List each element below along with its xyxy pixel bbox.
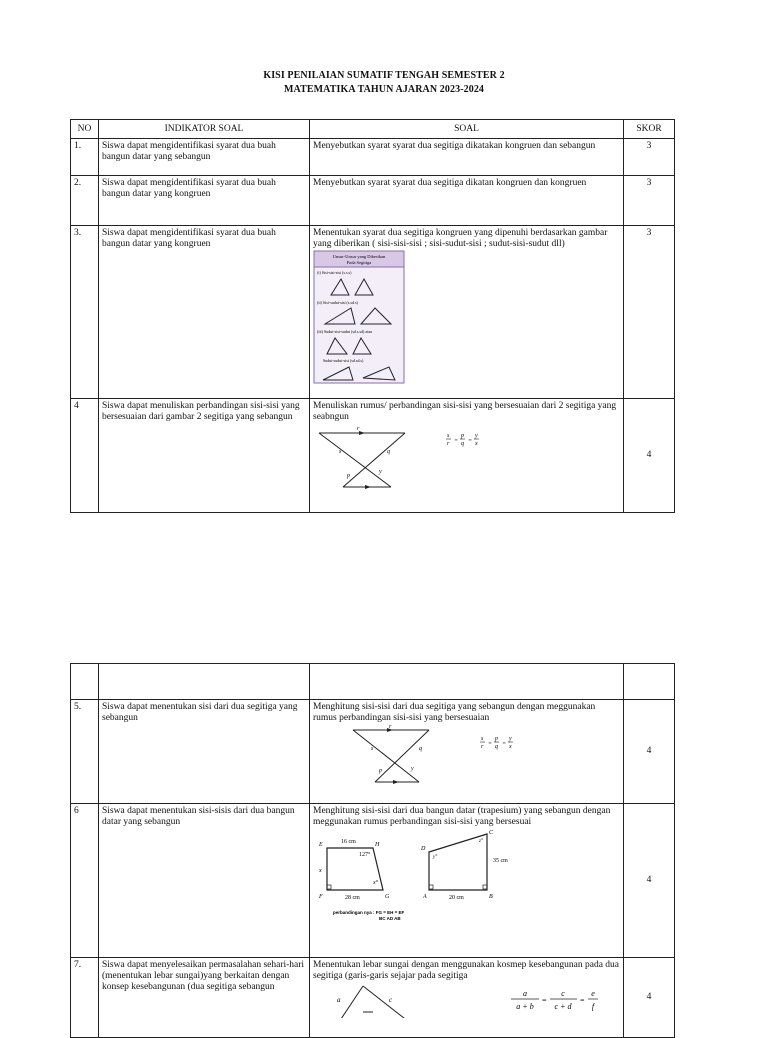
ratio-num-3: y [475,433,478,439]
hourglass-triangles-figure [313,724,613,788]
figure-item-aas: Sudut-sudut-sisi (sd.sd.s) [323,358,364,363]
label-35cm: 35 cm [493,858,508,864]
label-angle-x: x° [373,880,379,886]
hourglass-triangles-figure [313,423,613,495]
table-row [71,804,675,958]
empty-cell [310,664,624,700]
row-no: 1. [71,139,99,176]
label-16cm: 16 cm [341,839,356,845]
col-header-soal: SOAL [310,120,624,139]
figure-item-sss: (i) Sisi-sisi-sisi (s.s.s) [317,270,352,275]
label-28cm: 28 cm [345,895,360,901]
figure-box-title-1: Unsur-Unsur yang Diberikan [332,254,386,259]
row-no: 3. [71,226,99,399]
row-skor: 4 [624,399,675,513]
label-angle-z: z° [479,839,483,844]
row-soal-cell [310,804,624,958]
document-title-line1: KISI PENILAIAN SUMATIF TENGAH SEMESTER 2 [263,70,505,81]
ratio-denominators: BC AD AB [379,916,401,921]
label-s: s [371,746,374,752]
vertex-E: E [319,842,323,848]
row-skor: 3 [624,226,675,399]
row-indikator: Siswa dapat mengidentifikasi syarat dua buah bangun datar yang kongruen [99,176,310,226]
col-header-no: NO [71,120,99,139]
figure-item-sas: (ii) Sisi-sudut-sisi (s.sd.s) [317,300,358,305]
row-skor: 3 [624,176,675,226]
row-no: 4 [71,399,99,513]
row-no: 6 [71,804,99,958]
row-no: 5. [71,700,99,804]
table-row [71,700,675,804]
label-q: q [419,746,422,752]
ratio-label: perbandingan nya : FG = EH = EF [333,910,405,915]
row-soal: Menghitung sisi-sisi dari dua bangun datar (trapesium) yang sebangun dengan meggunakan rumus perbandingan sisi-sisi yang bersesuai [313,806,611,827]
label-p: p [347,473,350,479]
ratio-den-3: x [475,441,478,447]
svg-text:=: = [454,438,459,444]
vertex-G: G [385,894,390,900]
label-y: y [379,469,382,475]
row-soal: Menentukan syarat dua segitiga kongruen yang dipenuhi berdasarkan gambar yang diberikan ( sisi-sisi-sisi ; sisi-sudut-sisi ; sudut-sisi-sudut dll) [313,228,608,249]
label-p: p [379,768,382,774]
row-indikator: Siswa dapat menentukan sisi-sisis dari dua bangun datar yang sebangun [99,804,310,958]
kisi-table-1 [70,119,675,513]
label-c: c [389,996,393,1004]
table-row [71,176,675,226]
ratio-num-1: s [481,736,484,742]
table-row [71,139,675,176]
row-soal: Menentukan lebar sungai dengan menggunakan kosmep kesebangunan pada dua segitiga (garis-garis sejajar pada segitiga [313,960,620,981]
empty-cell [624,664,675,700]
frac-num-e: e [591,989,595,998]
figure-box-title-2: Pada Segitiga [346,260,372,265]
ratio-den-3: x [509,744,512,750]
label-q: q [387,449,390,455]
row-soal-cell [310,226,624,399]
table-empty-row [71,664,675,700]
vertex-C: C [489,830,494,836]
ratio-formula [446,433,479,447]
document-title-line2: MATEMATIKA TAHUN AJARAN 2023-2024 [283,84,485,95]
label-angle-y: y° [433,855,438,860]
row-indikator: Siswa dapat menyelesaikan permasalahan sehari-hari (menentukan lebar sungai)yang berkaitan dengan konsep kesebangunan (dua segitiga sebangun [99,958,310,1038]
table-header-row [71,120,675,139]
figure-item-asa: (iii) Sudut-sisi-sudut (sd.s.sd) atau [317,329,372,334]
svg-text:=: = [488,741,493,747]
river-width-figure [313,982,613,1018]
frac-num-c: c [561,989,565,998]
ratio-den-2: q [461,441,464,447]
col-header-skor: SKOR [624,120,675,139]
svg-text:=: = [502,741,507,747]
ratio-den-1: r [447,441,450,447]
kisi-table-2 [70,663,675,1038]
row-soal-cell [310,700,624,804]
ratio-num-2: p [461,433,464,439]
label-y: y [411,766,414,772]
vertex-B: B [489,894,493,900]
frac-den-f: f [591,1002,595,1011]
row-indikator: Siswa dapat mengidentifikasi syarat dua buah bangun datar yang kongruen [99,226,310,399]
label-x: x [319,868,322,874]
ratio-num-3: y [509,736,512,742]
table-row [71,226,675,399]
frac-den-ab: a + b [516,1002,534,1011]
row-soal: Menyebutkan syarat syarat dua segitiga dikatakan kongruen dan sebangun [310,139,624,176]
row-soal: Menyebutkan syarat syarat dua segitiga dikatan kongruen dan kongruen [310,176,624,226]
ratio-den-2: q [495,744,498,750]
similar-trapezoids-figure [313,828,613,928]
vertex-D: D [421,846,426,852]
row-soal: Menuliskan rumus/ perbandingan sisi-sisi yang bersesuaian dari 2 segitiga yang seabngun [313,401,617,422]
row-skor: 4 [624,700,675,804]
row-indikator: Siswa dapat mengidentifikasi syarat dua buah bangun datar yang sebangun [99,139,310,176]
vertex-H: H [375,842,380,848]
vertex-F: F [319,894,323,900]
label-20cm: 20 cm [449,895,464,901]
table-row [71,958,675,1038]
label-127: 127° [359,852,371,858]
ratio-num-2: p [495,736,498,742]
congruence-criteria-figure [313,250,405,384]
frac-den-cd: c + d [554,1002,572,1011]
label-r: r [357,426,360,432]
vertex-A: A [423,894,427,900]
col-header-indikator: INDIKATOR SOAL [99,120,310,139]
empty-cell [99,664,310,700]
row-indikator: Siswa dapat menentukan sisi dari dua segitiga yang sebangun [99,700,310,804]
ratio-num-1: s [447,433,450,439]
label-a: a [337,996,341,1004]
table-row [71,399,675,513]
row-soal: Menghitung sisi-sisi dari dua segitiga yang sebangun dengan meggunakan rumus perbandingan sisi-sisi yang bersesuaian [313,702,596,723]
river-formula [511,989,598,1011]
row-no: 7. [71,958,99,1038]
ratio-den-1: r [481,744,484,750]
svg-text:=: = [542,996,547,1005]
row-soal-cell [310,399,624,513]
label-r: r [389,724,392,730]
row-soal-cell [310,958,624,1038]
frac-num-a: a [523,989,527,998]
row-skor: 4 [624,804,675,958]
empty-cell [71,664,99,700]
row-indikator: Siswa dapat menuliskan perbandingan sisi-sisi yang bersesuaian dari gambar 2 segitiga yang sebangun [99,399,310,513]
ratio-formula [480,736,513,750]
svg-text:=: = [580,996,585,1005]
label-s: s [339,449,342,455]
row-skor: 3 [624,139,675,176]
row-no: 2. [71,176,99,226]
row-skor: 4 [624,958,675,1038]
svg-text:=: = [468,438,473,444]
